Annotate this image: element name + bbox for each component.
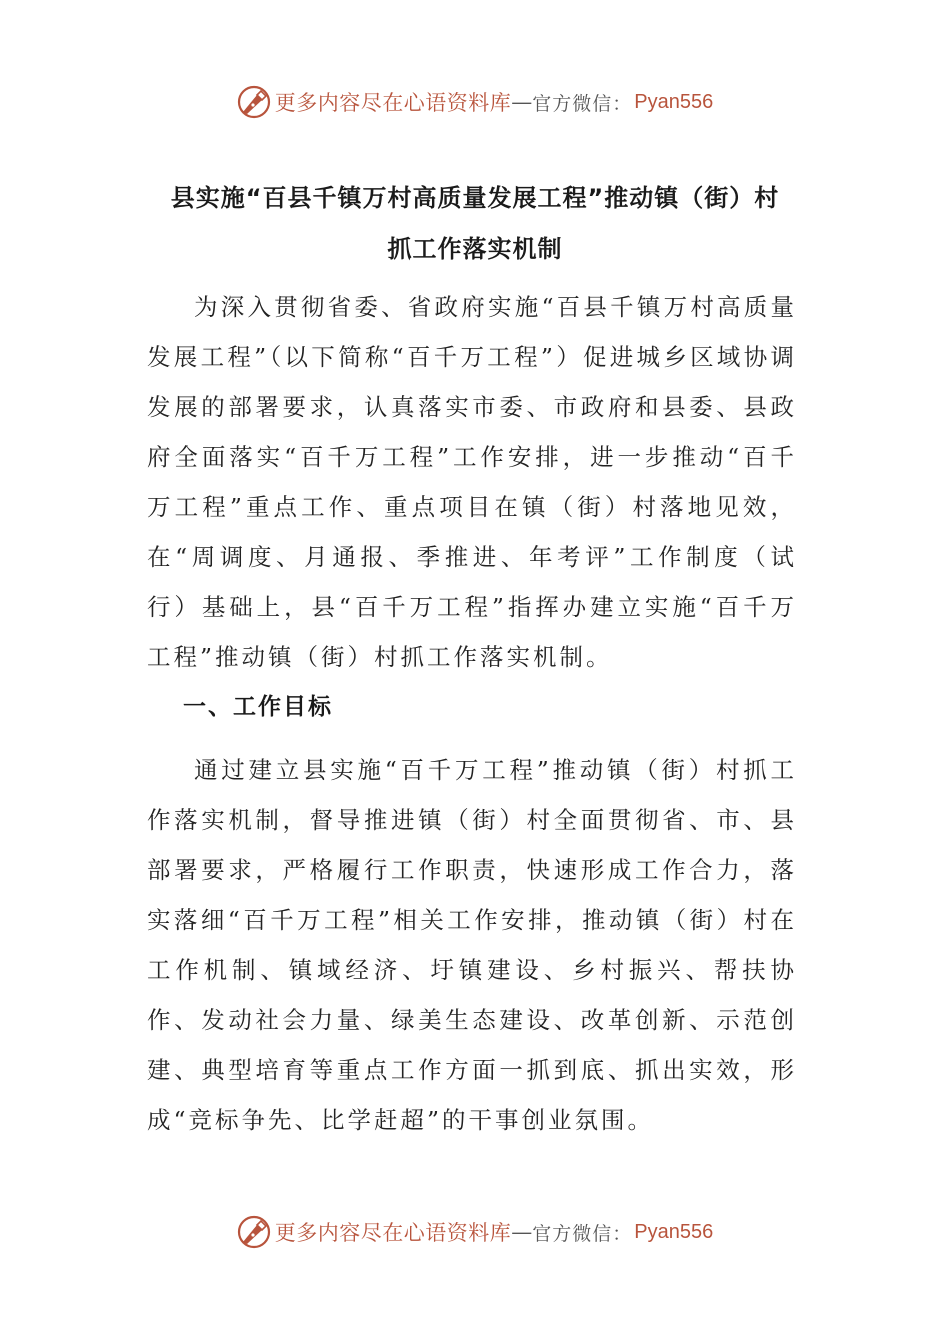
goals-paragraph-text: 通过建立县实施“百千万工程”推动镇（街）村抓工作落实机制，督导推进镇（街）村全面贯彻省、市、县部署要求，严格履行工作职责，快速形成工作合力，落实落细“百千万工程”相关工作安排，推动镇（街）村在工作机制、镇域经济、圩镇建设、乡村振兴、帮扶协作、发动社会力量、绿美生态建设、改革创新、示范创建、典型培育等重点工作方面一抓到底、抓出实效，形成“竞标争先、比学赶超”的干事创业氛围。 (147, 756, 797, 1134)
pen-nib-logo-icon (237, 1215, 271, 1249)
banner-official-label: 官方微信： (532, 1222, 633, 1245)
pen-nib-logo-icon (237, 85, 271, 119)
header-banner (0, 82, 950, 122)
intro-paragraph (147, 282, 797, 682)
banner-dash: — (511, 90, 533, 114)
banner-brand-text: 更多内容尽在心语资料库 (274, 1221, 512, 1245)
section-heading-goals: 一、工作目标 (183, 694, 333, 720)
banner-brand-text: 更多内容尽在心语资料库 (274, 91, 512, 115)
intro-paragraph-text: 为深入贯彻省委、省政府实施“百县千镇万村高质量发展工程”（以下简称“百千万工程”）促进城乡区域协调发展的部署要求，认真落实市委、市政府和县委、县政府全面落实“百千万工程”工作安排，进一步推动“百千万工程”重点工作、重点项目在镇（街）村落地见效，在“周调度、月通报、季推进、年考评”工作制度（试行）基础上，县“百千万工程”指挥办建立实施“百千万工程”推动镇（街）村抓工作落实机制。 (147, 293, 797, 671)
footer-banner (0, 1212, 950, 1252)
document-title-line-2: 抓工作落实机制 (387, 235, 563, 263)
banner-official-label: 官方微信： (532, 92, 633, 115)
banner-wechat-id: Pyan556 (634, 1220, 714, 1243)
banner-dash: — (511, 1220, 533, 1244)
goals-paragraph (147, 745, 797, 1145)
banner-wechat-id: Pyan556 (634, 90, 714, 113)
document-title-line-1: 县实施“百县千镇万村高质量发展工程”推动镇（街）村 (170, 184, 780, 212)
